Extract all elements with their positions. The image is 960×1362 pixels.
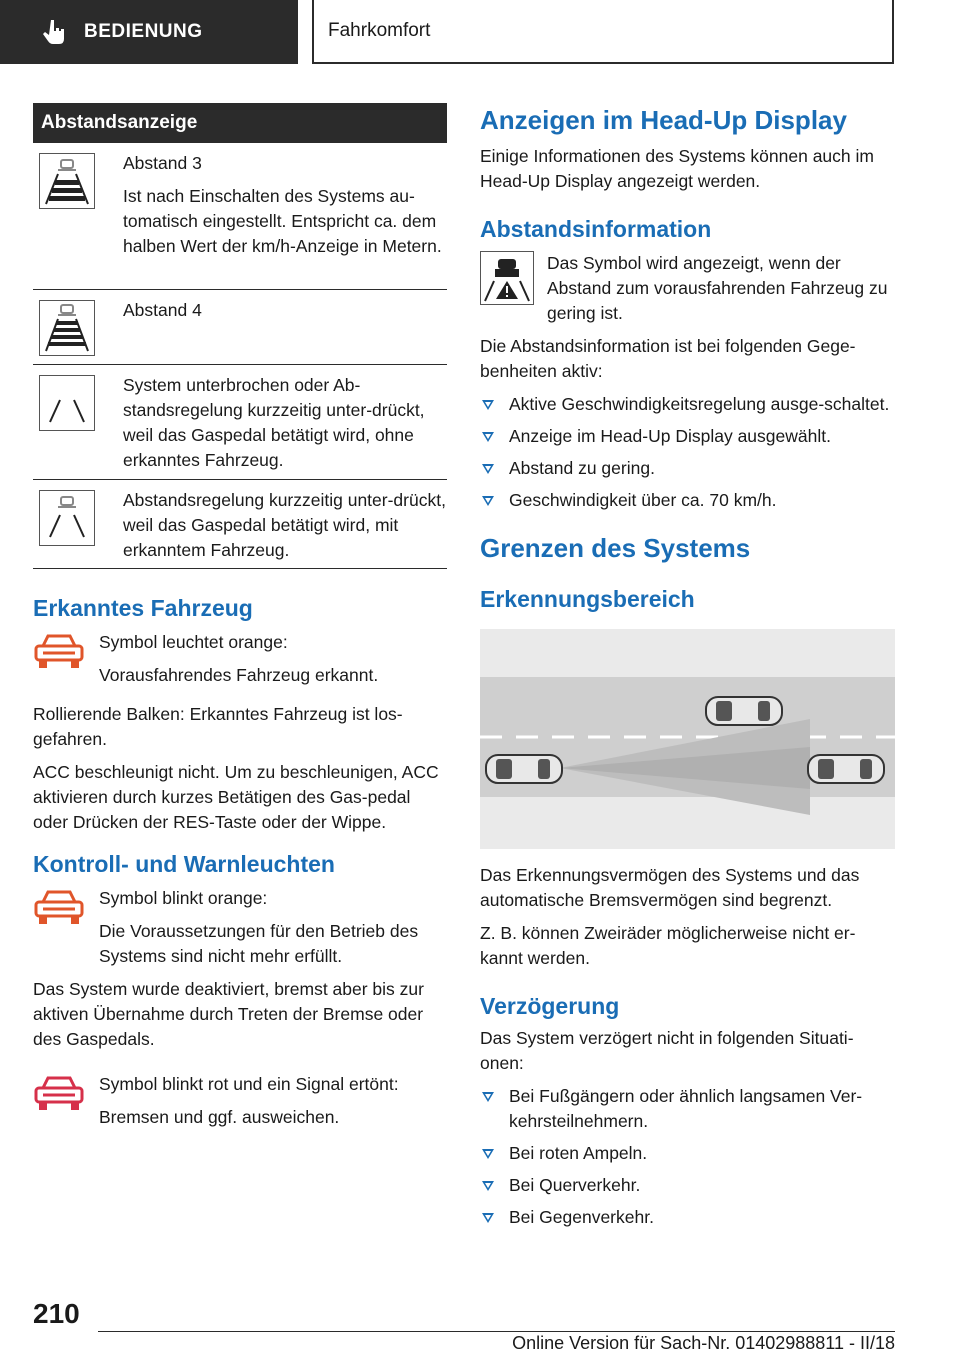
left-column	[33, 103, 447, 1138]
paragraph: Rollierende Balken: Erkanntes Fahrzeug ist los-gefahren.	[33, 704, 403, 749]
subsection-heading: Verzögerung	[480, 993, 620, 1019]
footer-divider	[98, 1331, 895, 1332]
table-row	[33, 143, 447, 290]
car-lane-lines-icon	[39, 490, 95, 546]
triangle-bullet-icon	[482, 1092, 494, 1102]
list-item: Geschwindigkeit über ca. 70 km/h.	[480, 488, 895, 513]
triangle-bullet-icon	[482, 400, 494, 410]
triangle-bullet-icon	[482, 1181, 494, 1191]
list-item: Bei Querverkehr.	[480, 1173, 895, 1198]
row-text: Ist nach Einschalten des Systems au-tomatisch eingestellt. Entspricht ca. dem halben Wert der km/h-Anzeige in Metern.	[123, 186, 442, 256]
car-orange-icon	[33, 886, 85, 977]
icon-paragraph	[33, 1072, 447, 1138]
row-text: Abstandsregelung kurzzeitig unter-drückt, weil das Gaspedal betätigt wird, mit erkanntem Fahrzeug.	[123, 490, 446, 560]
table-header: Abstandsanzeige	[33, 103, 447, 143]
list-item: Bei Fußgängern oder ähnlich langsamen Ver-kehrsteilnehmern.	[480, 1084, 895, 1134]
page-number: 210	[33, 1298, 80, 1329]
triangle-bullet-icon	[482, 1149, 494, 1159]
section-heading: Kontroll- und Warnleuchten	[33, 851, 335, 877]
list-item: Aktive Geschwindigkeitsregelung ausge-schaltet.	[480, 392, 895, 417]
row-title: Abstand 3	[123, 153, 202, 173]
car-top-view-icon	[486, 755, 562, 783]
distance-3-icon	[39, 153, 95, 209]
icon-text: Symbol leuchtet orange:	[99, 632, 288, 652]
paragraph: Die Abstandsinformation ist bei folgenden Gege-benheiten aktiv:	[480, 336, 856, 381]
triangle-bullet-icon	[482, 464, 494, 474]
paragraph: Das System verzögert nicht in folgenden Situati-onen:	[480, 1028, 854, 1073]
hand-pointer-icon	[40, 17, 70, 47]
subsection-heading: Erkennungsbereich	[480, 586, 695, 612]
lane-lines-icon	[39, 375, 95, 431]
distance-4-icon	[39, 300, 95, 356]
list-item: Abstand zu gering.	[480, 456, 895, 481]
chapter-label: Fahrkomfort	[328, 20, 431, 41]
section-heading: Erkanntes Fahrzeug	[33, 595, 253, 621]
paragraph: Z. B. können Zweiräder möglicherweise nicht er-kannt werden.	[480, 923, 856, 968]
detection-range-illustration	[480, 629, 895, 849]
list-item: Bei roten Ampeln.	[480, 1141, 895, 1166]
section-label: BEDIENUNG	[84, 21, 203, 42]
list-item: Bei Gegenverkehr.	[480, 1205, 895, 1230]
section-tab	[0, 0, 298, 64]
subsection-heading: Abstandsinformation	[480, 216, 712, 242]
bullet-list	[480, 392, 895, 513]
list-item: Anzeige im Head-Up Display ausgewählt.	[480, 424, 895, 449]
table-row	[33, 480, 447, 569]
chapter-box	[312, 0, 894, 64]
icon-text: Bremsen und ggf. ausweichen.	[99, 1107, 340, 1127]
paragraph: Das System wurde deaktiviert, bremst aber bis zur aktiven Übernahme durch Treten der Bremse oder des Gaspedals.	[33, 979, 424, 1049]
car-top-view-icon	[808, 755, 884, 783]
triangle-bullet-icon	[482, 496, 494, 506]
bullet-list	[480, 1084, 895, 1230]
paragraph: Das Erkennungsvermögen des Systems und das automatische Bremsvermögen sind begrenzt.	[480, 865, 860, 910]
triangle-bullet-icon	[482, 1213, 494, 1223]
section-heading: Grenzen des Systems	[480, 533, 751, 563]
icon-text: Symbol blinkt orange:	[99, 888, 268, 908]
row-text: System unterbrochen oder Ab-standsregelung kurzzeitig unter-drückt, weil das Gaspedal betätigt wird, ohne erkanntes Fahrzeug.	[123, 375, 425, 470]
car-red-icon	[33, 1072, 85, 1138]
triangle-bullet-icon	[482, 432, 494, 442]
icon-text: Symbol blinkt rot und ein Signal ertönt:	[99, 1074, 399, 1094]
paragraph: Einige Informationen des Systems können auch im Head-Up Display angezeigt werden.	[480, 146, 874, 191]
icon-paragraph	[33, 630, 447, 696]
car-orange-icon	[33, 630, 85, 696]
table-row	[33, 365, 447, 480]
right-column	[480, 103, 895, 1237]
icon-text: Die Voraussetzungen für den Betrieb des Systems sind nicht mehr erfüllt.	[99, 921, 419, 966]
car-top-view-icon	[706, 697, 782, 725]
table-row	[33, 290, 447, 365]
row-title: Abstand 4	[123, 300, 202, 320]
distance-warning-icon	[480, 251, 534, 334]
icon-paragraph	[33, 886, 447, 977]
icon-paragraph	[480, 251, 895, 334]
footer-text: Online Version für Sach-Nr. 01402988811 - II/18	[512, 1333, 895, 1353]
icon-text: Vorausfahrendes Fahrzeug erkannt.	[99, 665, 379, 685]
icon-text: Das Symbol wird angezeigt, wenn der Abstand zum vorausfahrenden Fahrzeug zu gering ist.	[547, 253, 888, 323]
paragraph: ACC beschleunigt nicht. Um zu beschleunigen, ACC aktivieren durch kurzes Betätigen des Gas-pedal oder Drücken der RES-Taste oder der Wippe.	[33, 762, 439, 832]
section-heading: Anzeigen im Head-Up Display	[480, 105, 847, 135]
